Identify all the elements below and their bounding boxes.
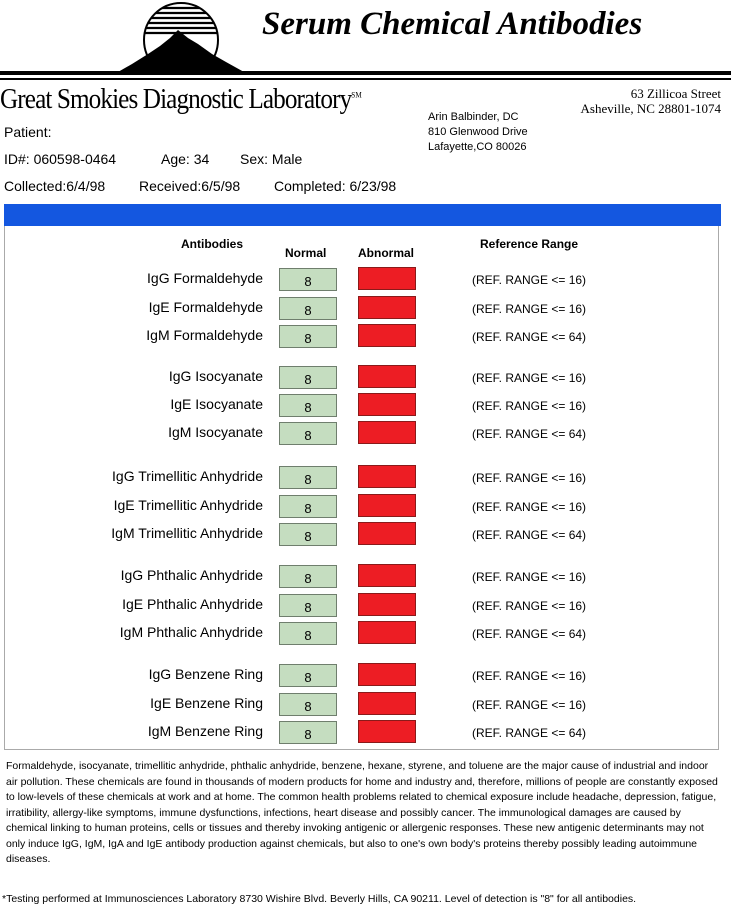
abnormal-value-cell [358, 324, 416, 347]
reference-range: (REF. RANGE <= 16) [472, 302, 587, 316]
testing-note: *Testing performed at Immunosciences Laboratory 8730 Wishire Blvd. Beverly Hills, CA 90211. Level of detection is "8" for all antibodies. [2, 893, 637, 905]
reference-range: (REF. RANGE <= 16) [472, 669, 587, 683]
report-title: Serum Chemical Antibodies [262, 6, 643, 42]
normal-value-cell: 8 [279, 297, 337, 320]
lab-name-text: Great Smokies Diagnostic Laboratory [0, 84, 352, 115]
antibody-name: IgM Isocyanate [168, 424, 263, 440]
antibody-name: IgE Phthalic Anhydride [122, 596, 263, 612]
reference-range: (REF. RANGE <= 16) [472, 273, 587, 287]
reference-range: (REF. RANGE <= 16) [472, 471, 587, 485]
header-rule-thin [0, 78, 731, 80]
doctor-name: Arin Balbinder, DC [428, 111, 519, 123]
abnormal-value-cell [358, 393, 416, 416]
header-rule-thick [0, 71, 731, 75]
lab-street: 63 Zillicoa Street [630, 86, 721, 101]
antibody-name: IgG Benzene Ring [148, 666, 263, 682]
normal-value-cell: 8 [279, 422, 337, 445]
normal-value-cell: 8 [279, 394, 337, 417]
antibody-name: IgM Formaldehyde [146, 327, 263, 343]
normal-value-cell: 8 [279, 268, 337, 291]
antibody-name: IgM Phthalic Anhydride [119, 624, 263, 640]
normal-value-cell: 8 [279, 693, 337, 716]
footnote-text: Formaldehyde, isocyanate, trimellitic anhydride, phthalic anhydride, benzene, hexane, styrene, and toluene are the major cause of industrial and indoor air pollution. These chemicals are found in thousands of modern products for home and industry and, therefore, millions of people are constantly exposed to low-levels of these chemicals at work and at home. The common health problems related to chemical exposure include headache, depression, fatigue, irratibility, allergy-like symptoms, immune dysfunctions, infections, heart disease and possibly cancer. The immunological damages are caused by chemical linking to human proteins, cells or tissues and thereby invoking antigenic or allergenic responses. These new antigenic determinants may not only induce IgG, IgM, IgA and IgE antibody production against chemicals, but also to one's own body's proteins thereby possibly leading autoimmune diseases. [6, 760, 718, 865]
patient-label: Patient: [4, 124, 52, 140]
normal-value-cell: 8 [279, 594, 337, 617]
reference-range: (REF. RANGE <= 64) [472, 726, 587, 740]
column-header-reference: Reference Range [480, 237, 579, 251]
mountain-sun-logo-icon [118, 0, 244, 74]
antibody-name: IgE Benzene Ring [150, 695, 263, 711]
antibody-name: IgE Trimellitic Anhydride [113, 497, 263, 513]
normal-value-cell: 8 [279, 622, 337, 645]
abnormal-value-cell [358, 494, 416, 517]
antibody-name: IgG Isocyanate [168, 368, 263, 384]
normal-value-cell: 8 [279, 721, 337, 744]
abnormal-value-cell [358, 421, 416, 444]
column-header-abnormal: Abnormal [358, 246, 415, 260]
antibody-name: IgM Trimellitic Anhydride [111, 525, 263, 541]
reference-range: (REF. RANGE <= 16) [472, 570, 587, 584]
abnormal-value-cell [358, 564, 416, 587]
patient-sex: Sex: Male [240, 151, 303, 167]
reference-range: (REF. RANGE <= 16) [472, 371, 587, 385]
abnormal-value-cell [358, 621, 416, 644]
antibody-name: IgG Formaldehyde [147, 270, 263, 286]
reference-range: (REF. RANGE <= 16) [472, 698, 587, 712]
column-header-normal: Normal [285, 246, 327, 260]
abnormal-value-cell [358, 267, 416, 290]
normal-value-cell: 8 [279, 523, 337, 546]
normal-value-cell: 8 [279, 565, 337, 588]
abnormal-value-cell [358, 692, 416, 715]
service-mark: SM [351, 90, 362, 100]
normal-value-cell: 8 [279, 495, 337, 518]
antibody-name: IgM Benzene Ring [147, 723, 263, 739]
abnormal-value-cell [358, 522, 416, 545]
column-header-antibodies: Antibodies [181, 237, 243, 251]
doctor-city: Lafayette,CO 80026 [428, 141, 527, 153]
reference-range: (REF. RANGE <= 16) [472, 399, 587, 413]
doctor-address: 810 Glenwood Drive [428, 126, 528, 138]
patient-id: ID#: 060598-0464 [4, 151, 117, 167]
abnormal-value-cell [358, 365, 416, 388]
lab-name [0, 84, 362, 116]
abnormal-value-cell [358, 593, 416, 616]
lab-city: Asheville, NC 28801-1074 [580, 101, 721, 116]
antibody-name: IgE Formaldehyde [148, 299, 263, 315]
patient-age: Age: 34 [161, 151, 210, 167]
antibody-name: IgG Phthalic Anhydride [120, 567, 263, 583]
abnormal-value-cell [358, 296, 416, 319]
reference-range: (REF. RANGE <= 64) [472, 330, 587, 344]
collected-date: Collected:6/4/98 [4, 178, 106, 194]
table-header-bar [4, 204, 721, 226]
normal-value-cell: 8 [279, 366, 337, 389]
antibody-name: IgE Isocyanate [170, 396, 263, 412]
reference-range: (REF. RANGE <= 64) [472, 427, 587, 441]
normal-value-cell: 8 [279, 466, 337, 489]
normal-value-cell: 8 [279, 325, 337, 348]
reference-range: (REF. RANGE <= 16) [472, 500, 587, 514]
antibody-name: IgG Trimellitic Anhydride [112, 468, 263, 484]
normal-value-cell: 8 [279, 664, 337, 687]
reference-range: (REF. RANGE <= 64) [472, 528, 587, 542]
abnormal-value-cell [358, 465, 416, 488]
reference-range: (REF. RANGE <= 16) [472, 599, 587, 613]
abnormal-value-cell [358, 663, 416, 686]
completed-date: Completed: 6/23/98 [274, 178, 397, 194]
received-date: Received:6/5/98 [139, 178, 241, 194]
abnormal-value-cell [358, 720, 416, 743]
reference-range: (REF. RANGE <= 64) [472, 627, 587, 641]
